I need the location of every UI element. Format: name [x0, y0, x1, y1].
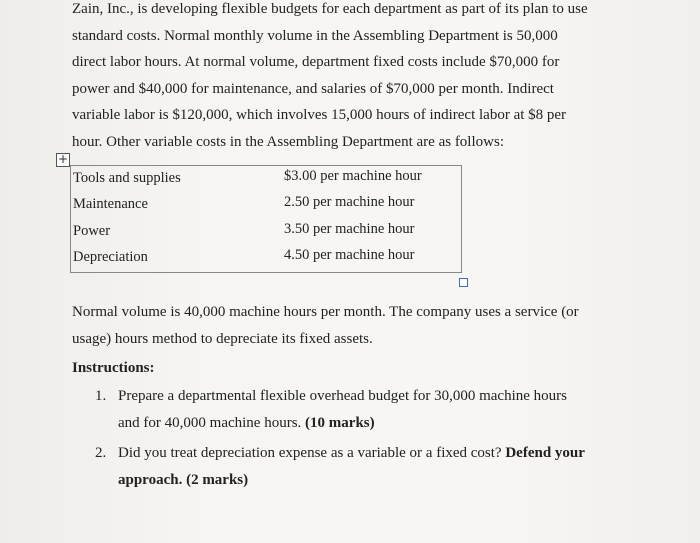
instructions-list	[95, 383, 635, 497]
instruction-line	[118, 467, 635, 494]
table-row	[71, 245, 461, 271]
normal-volume-paragraph	[72, 299, 622, 353]
cost-rate: 3.50 per machine hour	[284, 221, 415, 237]
intro-line: power and $40,000 for maintenance, and salaries of $70,000 per month. Indirect	[72, 80, 554, 97]
intro-line: variable labor is $120,000, which involves 15,000 hours of indirect labor at $8 per	[72, 107, 567, 123]
instruction-bold-text: Defend your	[505, 445, 585, 461]
instruction-text: Did you treat depreciation expense as a variable or a fixed cost?	[118, 445, 506, 461]
instruction-number: 2.	[95, 445, 107, 461]
instruction-line	[118, 410, 635, 437]
intro-line: hour. Other variable costs in the Assembling Department are as follows:	[72, 133, 504, 150]
problem-intro-paragraph	[72, 0, 632, 155]
table-resize-handle[interactable]	[459, 278, 468, 287]
cost-rate: $3.00 per machine hour	[284, 168, 422, 184]
table-row	[71, 166, 461, 192]
marks-label: (10 marks)	[305, 415, 375, 431]
cost-item: Tools and supplies	[73, 170, 181, 186]
marks-label: approach. (2 marks)	[118, 472, 249, 488]
table-row	[71, 219, 461, 245]
instruction-number: 1.	[95, 388, 107, 404]
variable-costs-table	[70, 165, 462, 273]
table-move-handle-icon[interactable]: +	[57, 152, 69, 166]
intro-line: standard costs. Normal monthly volume in the Assembling Department is 50,000	[72, 27, 558, 44]
table-row	[71, 192, 461, 218]
intro-line: direct labor hours. At normal volume, department fixed costs include $70,000 for	[72, 54, 560, 70]
cost-item: Power	[73, 223, 111, 239]
instruction-text: and for 40,000 machine hours.	[118, 415, 306, 431]
cost-item: Maintenance	[73, 196, 148, 212]
normal-volume-line: Normal volume is 40,000 machine hours per month. The company uses a service (or	[72, 304, 579, 320]
instruction-item	[95, 383, 635, 437]
instructions-heading: Instructions:	[72, 360, 155, 376]
cost-rate: 2.50 per machine hour	[284, 194, 415, 210]
cost-item: Depreciation	[73, 249, 148, 265]
instruction-line	[118, 440, 635, 467]
instruction-item	[95, 440, 635, 494]
cost-rate: 4.50 per machine hour	[284, 247, 415, 263]
instruction-line: Prepare a departmental flexible overhead budget for 30,000 machine hours	[118, 388, 567, 404]
intro-line: Zain, Inc., is developing flexible budgets for each department as part of its plan to use	[72, 1, 588, 17]
normal-volume-line: usage) hours method to depreciate its fixed assets.	[72, 331, 373, 347]
